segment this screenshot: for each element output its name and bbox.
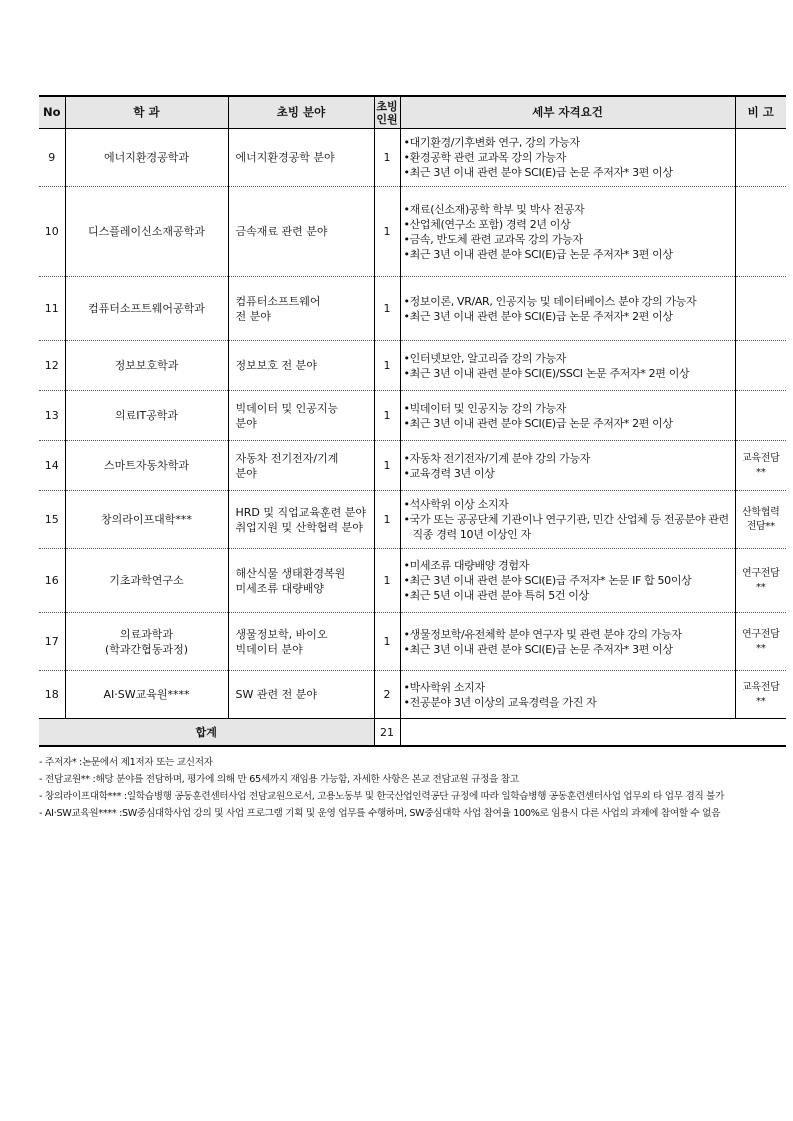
recruitment-field: 자동차 전기전자/기계 분야	[228, 441, 374, 491]
table-header-row	[39, 96, 786, 129]
total-row	[39, 719, 786, 747]
requirement-item: •자동차 전기전자/기계 분야 강의 가능자	[403, 451, 590, 465]
requirements-cell	[400, 129, 735, 187]
recruitment-count: 1	[374, 549, 400, 613]
footnotes	[39, 754, 756, 822]
requirement-item: •최근 3년 이내 관련 분야 SCI(E)급 논문 주저자* 3편 이상	[403, 247, 673, 261]
recruitment-count: 1	[374, 341, 400, 391]
remark	[735, 341, 786, 391]
header-field: 초빙 분야	[228, 96, 374, 129]
department-name: 에너지환경공학과	[65, 129, 228, 187]
footnote-key: - 주저자* :	[39, 757, 82, 768]
footnote-item	[39, 754, 756, 771]
header-department: 학 과	[65, 96, 228, 129]
row-number: 11	[39, 277, 65, 341]
footnote-key: - 창의라이프대학*** :	[39, 791, 127, 802]
requirement-item: •생물정보학/유전체학 분야 연구자 및 관련 분야 강의 가능자	[403, 627, 682, 641]
recruitment-field: 정보보호 전 분야	[228, 341, 374, 391]
department-name: 기초과학연구소	[65, 549, 228, 613]
row-number: 14	[39, 441, 65, 491]
requirements-cell	[400, 341, 735, 391]
row-number: 13	[39, 391, 65, 441]
requirement-item: •금속, 반도체 관련 교과목 강의 가능자	[403, 232, 583, 246]
recruitment-count: 1	[374, 187, 400, 277]
recruitment-count: 1	[374, 129, 400, 187]
department-name: 의료과학과 (학과간협동과정)	[65, 613, 228, 671]
footnote-item	[39, 771, 756, 788]
remark: 교육전담**	[735, 671, 786, 719]
remark: 교육전담**	[735, 441, 786, 491]
requirement-item: •환경공학 관련 교과목 강의 가능자	[403, 151, 567, 164]
footnote-text: SW중심대학사업 강의 및 사업 프로그램 기획 및 운영 업무를 수행하며, SW중심대학 사업 참여율 100%로 임용시 다른 사업의 과제에 참여할 수 없음	[122, 808, 721, 819]
recruitment-field: 금속재료 관련 분야	[228, 187, 374, 277]
requirement-item: •최근 3년 이내 관련 분야 SCI(E)급 주저자* 논문 IF 합 50이상	[403, 574, 692, 587]
department-name: 스마트자동차학과	[65, 441, 228, 491]
recruitment-field: 생물정보학, 바이오 빅데이터 분야	[228, 613, 374, 671]
requirement-item: •박사학위 소지자	[403, 680, 485, 694]
header-no: No	[39, 96, 65, 129]
table-row	[39, 187, 786, 277]
recruitment-count: 1	[374, 441, 400, 491]
remark	[735, 187, 786, 277]
header-requirements: 세부 자격요건	[400, 96, 735, 129]
row-number: 18	[39, 671, 65, 719]
row-number: 16	[39, 549, 65, 613]
footnote-key: - AI·SW교육원**** :	[39, 808, 123, 819]
requirement-item: •전공분야 3년 이상의 교육경력을 가진 자	[403, 695, 597, 709]
recruitment-count: 1	[374, 391, 400, 441]
department-name: 정보보호학과	[65, 341, 228, 391]
requirements-cell	[400, 187, 735, 277]
recruitment-field: 에너지환경공학 분야	[228, 129, 374, 187]
requirements-cell	[400, 277, 735, 341]
table-row	[39, 341, 786, 391]
document-page	[39, 95, 780, 822]
recruitment-field: SW 관련 전 분야	[228, 671, 374, 719]
table-row	[39, 671, 786, 719]
table-row	[39, 441, 786, 491]
row-number: 12	[39, 341, 65, 391]
total-label: 합계	[39, 719, 374, 747]
table-row	[39, 129, 786, 187]
recruitment-field: HRD 및 직업교육훈련 분야 취업지원 및 산학협력 분야	[228, 491, 374, 549]
table-row	[39, 277, 786, 341]
recruitment-field: 해산식물 생태환경복원 미세조류 대량배양	[228, 549, 374, 613]
table-row	[39, 613, 786, 671]
requirements-cell	[400, 491, 735, 549]
requirement-item: •국가 또는 공공단체 기관이나 연구기관, 민간 산업체 등 전공분야 관련 직종 경력 10년 이상인 자	[403, 513, 729, 541]
department-name: 디스플레이신소재공학과	[65, 187, 228, 277]
header-count: 초빙 인원	[374, 96, 400, 129]
requirements-cell	[400, 391, 735, 441]
recruitment-count: 1	[374, 491, 400, 549]
row-number: 15	[39, 491, 65, 549]
header-note: 비 고	[735, 96, 786, 129]
requirement-item: •미세조류 대량배양 경험자	[403, 559, 529, 572]
footnote-text: 논문에서 제1저자 또는 교신저자	[82, 757, 213, 768]
requirement-item: •석사학위 이상 소지자	[403, 498, 509, 511]
department-name: AI·SW교육원****	[65, 671, 228, 719]
remark: 산학협력 전담**	[735, 491, 786, 549]
recruitment-count: 1	[374, 277, 400, 341]
footnote-text: 해당 분야를 전담하며, 평가에 의해 만 65세까지 재임용 가능함, 자세한 사항은 본교 전담교원 규정을 참고	[95, 774, 519, 785]
recruitment-field: 컴퓨터소프트웨어 전 분야	[228, 277, 374, 341]
remark: 연구전담**	[735, 549, 786, 613]
department-name: 창의라이프대학***	[65, 491, 228, 549]
recruitment-count: 2	[374, 671, 400, 719]
recruitment-table	[39, 95, 786, 747]
row-number: 9	[39, 129, 65, 187]
requirements-cell	[400, 671, 735, 719]
requirement-item: •최근 5년 이내 관련 분야 특허 5건 이상	[403, 589, 589, 602]
department-name: 의료IT공학과	[65, 391, 228, 441]
row-number: 17	[39, 613, 65, 671]
requirement-item: •대기환경/기후변화 연구, 강의 가능자	[403, 136, 580, 149]
remark	[735, 129, 786, 187]
requirements-cell	[400, 613, 735, 671]
requirement-item: •최근 3년 이내 관련 분야 SCI(E)급 논문 주저자* 3편 이상	[403, 166, 673, 179]
total-empty-cell	[400, 719, 786, 747]
table-row	[39, 549, 786, 613]
table-row	[39, 391, 786, 441]
table-body	[39, 129, 786, 719]
requirement-item: •인터넷보안, 알고리즘 강의 가능자	[403, 351, 567, 365]
requirement-item: •정보이론, VR/AR, 인공지능 및 데이터베이스 분야 강의 가능자	[403, 294, 697, 308]
row-number: 10	[39, 187, 65, 277]
recruitment-field: 빅데이터 및 인공지능 분야	[228, 391, 374, 441]
footnote-item	[39, 788, 756, 805]
requirement-item: •재료(신소재)공학 학부 및 박사 전공자	[403, 202, 585, 216]
requirements-cell	[400, 549, 735, 613]
recruitment-count: 1	[374, 613, 400, 671]
remark: 연구전담**	[735, 613, 786, 671]
requirement-item: •최근 3년 이내 관련 분야 SCI(E)급 논문 주저자* 2편 이상	[403, 309, 673, 323]
requirement-item: •최근 3년 이내 관련 분야 SCI(E)급 논문 주저자* 3편 이상	[403, 642, 673, 656]
requirement-item: •산업체(연구소 포함) 경력 2년 이상	[403, 217, 571, 231]
remark	[735, 277, 786, 341]
footnote-text: 일학습병행 공동훈련센터사업 전담교원으로서, 고용노동부 및 한국산업인력공단 규정에 따라 일학습병행 공동훈련센터사업 업무외 타 업무 겸직 불가	[126, 791, 725, 802]
requirements-cell	[400, 441, 735, 491]
requirement-item: •빅데이터 및 인공지능 강의 가능자	[403, 401, 567, 415]
total-count: 21	[374, 719, 400, 747]
footnote-key: - 전담교원** :	[39, 774, 96, 785]
department-name: 컴퓨터소프트웨어공학과	[65, 277, 228, 341]
requirement-item: •최근 3년 이내 관련 분야 SCI(E)/SSCI 논문 주저자* 2편 이상	[403, 366, 690, 380]
table-row	[39, 491, 786, 549]
remark	[735, 391, 786, 441]
footnote-item	[39, 805, 756, 822]
requirement-item: •교육경력 3년 이상	[403, 466, 495, 480]
requirement-item: •최근 3년 이내 관련 분야 SCI(E)급 논문 주저자* 2편 이상	[403, 416, 673, 430]
